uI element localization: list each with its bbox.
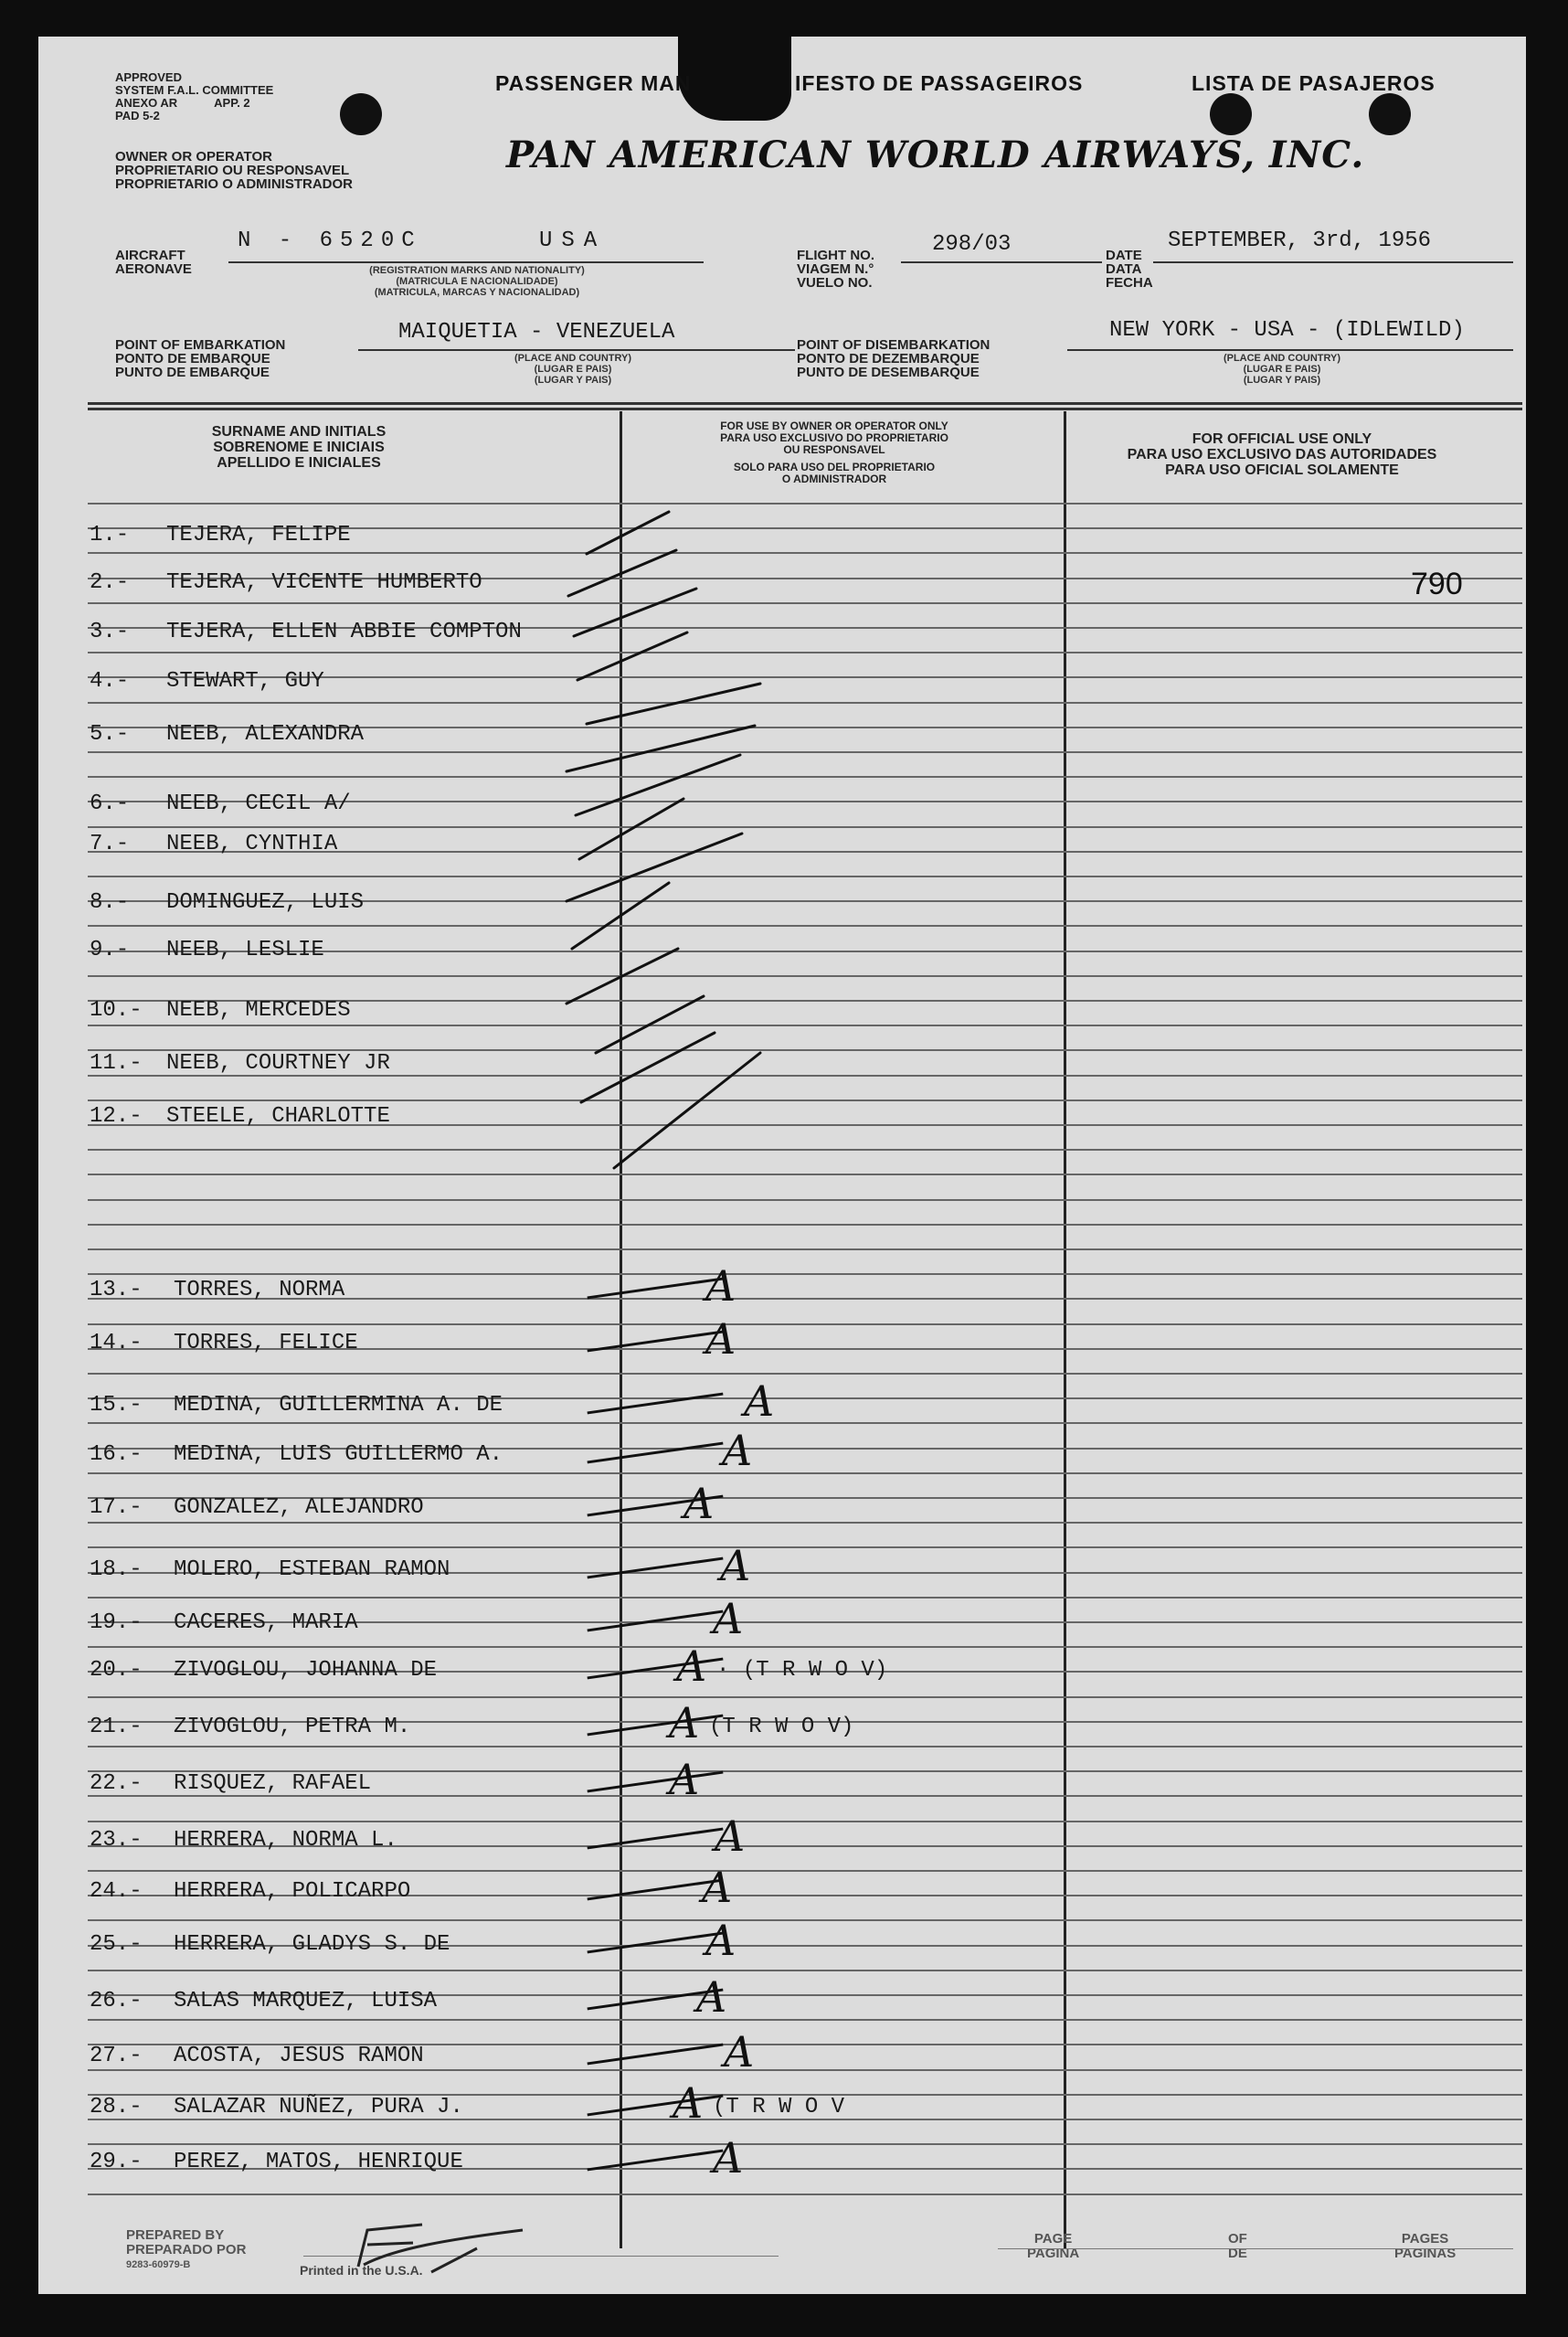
col-head-line: PARA USO OFICIAL SOLAMENTE [1165, 462, 1399, 478]
check-stroke [581, 1033, 715, 1102]
flight-underline [901, 261, 1102, 263]
passenger-number: 9.- [90, 938, 130, 962]
passenger-name: TEJERA, VICENTE HUMBERTO [166, 570, 482, 595]
passenger-name: TORRES, FELICE [174, 1331, 358, 1355]
passenger-number: 28.- [90, 2095, 143, 2119]
col-head-line: SOLO PARA USO DEL PROPRIETARIO [733, 461, 936, 473]
header-rule [88, 402, 1522, 405]
page-underline [998, 2248, 1513, 2249]
approved-line: ANEXO AR APP. 2 [115, 96, 250, 110]
check-mark: A [713, 1594, 744, 1643]
passenger-number: 3.- [90, 620, 130, 644]
passenger-name: TEJERA, FELIPE [166, 523, 351, 547]
passenger-number: 14.- [90, 1331, 143, 1355]
check-mark: A [715, 1811, 746, 1861]
flight-labels [797, 249, 874, 290]
passenger-name: PEREZ, MATOS, HENRIQUE [174, 2150, 463, 2174]
check-mark: A [669, 1755, 700, 1804]
passenger-number: 20.- [90, 1658, 143, 1683]
disembark-label: POINT OF DISEMBARKATION [797, 337, 991, 353]
check-mark: A [696, 1972, 727, 2022]
col-head-line: APELLIDO E INICIALES [217, 455, 381, 471]
passenger-name: CACERES, MARIA [174, 1610, 358, 1635]
flight-label: VIAGEM N.° [797, 261, 874, 277]
passenger-number: 8.- [90, 890, 130, 915]
row-rule [88, 1373, 1522, 1375]
pages-line: PAGINAS [1394, 2246, 1457, 2261]
row-rule [88, 1970, 1522, 1971]
passenger-name: TEJERA, ELLEN ABBIE COMPTON [166, 620, 522, 644]
of-label [1228, 2232, 1247, 2261]
row-rule [88, 1522, 1522, 1524]
check-strokes [550, 448, 842, 1197]
check-dash [588, 1557, 724, 1579]
check-mark: A [722, 1426, 753, 1475]
col-head-line: SURNAME AND INITIALS [211, 424, 387, 440]
passenger-number: 16.- [90, 1442, 143, 1467]
trwov-note: (T R W O V) [709, 1715, 854, 1739]
check-dash [588, 1278, 724, 1300]
passenger-name: NEEB, COURTNEY JR [166, 1051, 390, 1076]
passenger-name: NEEB, CYNTHIA [166, 832, 338, 856]
passenger-number: 13.- [90, 1278, 143, 1302]
title-es: LISTA DE PASAJEROS [1192, 71, 1436, 95]
passenger-name: ACOSTA, JESUS RAMON [174, 2044, 424, 2068]
approved-block [115, 71, 273, 122]
passenger-name: ZIVOGLOU, PETRA M. [174, 1715, 411, 1739]
aircraft-sub-labels [303, 265, 651, 298]
embark-label: PONTO DE EMBARQUE [115, 351, 270, 366]
passenger-number: 6.- [90, 791, 130, 816]
check-stroke [614, 1053, 760, 1168]
passenger-name: RISQUEZ, RAFAEL [174, 1771, 372, 1796]
row-rule [88, 2194, 1522, 2195]
passenger-number: 23.- [90, 1828, 143, 1853]
row-rule [88, 1746, 1522, 1747]
row-rule [88, 2143, 1522, 2145]
aircraft-underline [228, 261, 704, 263]
row-rule [88, 1597, 1522, 1599]
pages-label [1394, 2232, 1456, 2261]
title-pt: IFESTO DE PASSAGEIROS [795, 71, 1084, 95]
col-head-names [148, 424, 450, 471]
date-labels [1106, 249, 1153, 290]
passenger-name: STEELE, CHARLOTTE [166, 1104, 390, 1129]
row-rule [88, 1919, 1522, 1921]
passenger-number: 18.- [90, 1557, 143, 1582]
place-sub: (LUGAR Y PAIS) [1243, 375, 1321, 386]
row-rule [88, 1199, 1522, 1201]
punch-hole [1369, 93, 1411, 135]
owner-label: PROPRIETARIO OU RESPONSAVEL [115, 163, 350, 178]
official-number: 790 [1411, 567, 1463, 601]
disembark-label: PUNTO DE DESEMBARQUE [797, 365, 980, 380]
check-mark: A [744, 1376, 775, 1426]
aircraft-labels [115, 249, 192, 276]
column-divider [1064, 411, 1066, 2248]
row-rule [88, 1546, 1522, 1548]
trwov-note: (T R W O V [713, 2095, 845, 2119]
check-mark: A [713, 2133, 744, 2183]
check-mark: A [669, 1698, 700, 1747]
row-rule [88, 1472, 1522, 1474]
check-mark: A [705, 1314, 736, 1364]
col-head-line: O ADMINISTRADOR [781, 473, 887, 485]
passenger-number: 4.- [90, 669, 130, 694]
passenger-number: 12.- [90, 1104, 143, 1129]
passenger-number: 29.- [90, 2150, 143, 2174]
col-head-line: PARA USO EXCLUSIVO DO PROPRIETARIO [720, 431, 948, 444]
place-sub: (LUGAR E PAIS) [534, 364, 612, 375]
manifest-sheet [38, 37, 1526, 2294]
check-stroke [567, 834, 742, 901]
passenger-number: 2.- [90, 570, 130, 595]
place-sub: (LUGAR Y PAIS) [534, 375, 612, 386]
check-dash [588, 1442, 724, 1464]
check-dash [588, 1393, 724, 1415]
title-en: PASSENGER MAN [495, 71, 692, 95]
place-sub: (PLACE AND COUNTRY) [514, 353, 632, 364]
check-stroke [587, 684, 760, 724]
check-mark: A [720, 1541, 751, 1590]
aircraft-label: AERONAVE [115, 261, 192, 277]
passenger-number: 5.- [90, 722, 130, 747]
row-rule [88, 1273, 1522, 1275]
col-head-official [1076, 431, 1488, 478]
col-head-line: FOR USE BY OWNER OR OPERATOR ONLY [720, 420, 948, 432]
check-stroke [567, 726, 755, 771]
row-rule [88, 2069, 1522, 2071]
flight-label: VUELO NO. [797, 275, 873, 291]
passenger-name: GONZALEZ, ALEJANDRO [174, 1495, 424, 1520]
passenger-number: 7.- [90, 832, 130, 856]
row-rule [88, 1821, 1522, 1822]
approved-line: SYSTEM F.A.L. COMMITTEE [115, 83, 274, 97]
row-rule [88, 1422, 1522, 1424]
embark-labels [115, 338, 285, 379]
check-stroke [587, 512, 669, 554]
check-mark: A [724, 2027, 755, 2077]
row-rule [88, 1248, 1522, 1250]
check-mark: A [673, 2078, 704, 2128]
date-value: SEPTEMBER, 3rd, 1956 [1168, 228, 1432, 253]
pages-line: PAGES [1401, 2231, 1449, 2247]
check-dash [588, 1932, 724, 1954]
row-rule [88, 1646, 1522, 1648]
prepared-line: PREPARED BY [126, 2227, 225, 2243]
passenger-number: 26.- [90, 1989, 143, 2013]
disembark-labels [797, 338, 990, 379]
passenger-name: DOMINGUEZ, LUIS [166, 890, 365, 915]
passenger-name: HERRERA, POLICARPO [174, 1879, 411, 1904]
check-mark: A [702, 1863, 733, 1912]
prepared-by [126, 2228, 246, 2272]
aircraft-sub: (REGISTRATION MARKS AND NATIONALITY) [369, 265, 585, 276]
check-dash [588, 1715, 724, 1737]
aircraft-registration: N - 6520C [238, 228, 422, 253]
flight-number: 298/03 [932, 232, 1012, 257]
place-sub: (LUGAR E PAIS) [1243, 364, 1321, 375]
passenger-name: HERRERA, GLADYS S. DE [174, 1932, 450, 1957]
check-stroke [574, 589, 696, 636]
aircraft-sub: (MATRICULA E NACIONALIDADE) [396, 276, 558, 287]
check-mark: A [705, 1261, 736, 1311]
disembark-label: PONTO DE DEZEMBARQUE [797, 351, 980, 366]
passenger-name: NEEB, LESLIE [166, 938, 324, 962]
row-rule [88, 2019, 1522, 2021]
col-head-line: PARA USO EXCLUSIVO DAS AUTORIDADES [1127, 447, 1437, 462]
passenger-number: 10.- [90, 998, 143, 1023]
passenger-name: SALAS MARQUEZ, LUISA [174, 1989, 438, 2013]
check-stroke [596, 996, 704, 1053]
row-rule [88, 1870, 1522, 1872]
embark-label: POINT OF EMBARKATION [115, 337, 286, 353]
passenger-name: MEDINA, LUIS GUILLERMO A. [174, 1442, 503, 1467]
passenger-name: MOLERO, ESTEBAN RAMON [174, 1557, 450, 1582]
embark-label: PUNTO DE EMBARQUE [115, 365, 270, 380]
page-label [1027, 2232, 1079, 2261]
embark-underline [358, 349, 795, 351]
passenger-name: NEEB, ALEXANDRA [166, 722, 365, 747]
owner-label: OWNER OR OPERATOR [115, 149, 272, 165]
passenger-number: 11.- [90, 1051, 143, 1076]
check-dash [588, 2044, 724, 2066]
col-head-line: SOBRENOME E INICIAIS [213, 440, 385, 455]
date-label: FECHA [1106, 275, 1153, 291]
date-label: DATE [1106, 248, 1142, 263]
disembark-underline [1067, 349, 1513, 351]
check-mark: A [705, 1916, 736, 1965]
check-mark: A [683, 1479, 715, 1528]
passenger-number: 19.- [90, 1610, 143, 1635]
date-underline [1153, 261, 1513, 263]
page-line: PAGE [1033, 2231, 1073, 2247]
passenger-number: 27.- [90, 2044, 143, 2068]
embark-place-sub [468, 353, 678, 386]
check-stroke [567, 949, 678, 1004]
place-sub: (PLACE AND COUNTRY) [1223, 353, 1341, 364]
printed-in-usa: Printed in the U.S.A. [300, 2263, 423, 2278]
aircraft-sub: (MATRICULA, MARCAS Y NACIONALIDAD) [374, 287, 580, 298]
col-head-line: FOR OFFICIAL USE ONLY [1192, 431, 1372, 447]
of-line: DE [1228, 2246, 1247, 2261]
passenger-number: 15.- [90, 1393, 143, 1418]
disembark-place-sub [1177, 353, 1387, 386]
passenger-name: SALAZAR NUÑEZ, PURA J. [174, 2095, 463, 2119]
of-line: OF [1228, 2231, 1247, 2247]
punch-hole [340, 93, 382, 135]
passenger-number: 1.- [90, 523, 130, 547]
embark-value: MAIQUETIA - VENEZUELA [398, 320, 675, 345]
form-number: 9283-60979-B [126, 2259, 191, 2270]
date-label: DATA [1106, 261, 1142, 277]
aircraft-country: USA [539, 228, 607, 253]
header-rule [88, 408, 1522, 410]
owner-labels [115, 150, 353, 191]
page-line: PAGINA [1027, 2246, 1080, 2261]
passenger-number: 25.- [90, 1932, 143, 1957]
passenger-name: NEEB, CECIL A/ [166, 791, 351, 816]
punch-hole [1210, 93, 1252, 135]
approved-line: PAD 5-2 [115, 109, 160, 122]
passenger-number: 17.- [90, 1495, 143, 1520]
owner-name: PAN AMERICAN WORLD AIRWAYS, INC. [506, 133, 1365, 176]
passenger-number: 24.- [90, 1879, 143, 1904]
check-stroke [568, 550, 676, 596]
passenger-name: NEEB, MERCEDES [166, 998, 351, 1023]
passenger-name: TORRES, NORMA [174, 1278, 345, 1302]
check-dash [588, 1771, 724, 1793]
approved-line: APPROVED [115, 70, 182, 84]
torn-corner [678, 33, 791, 121]
passenger-name: HERRERA, NORMA L. [174, 1828, 397, 1853]
col-head-line: OU RESPONSAVEL [783, 443, 885, 456]
aircraft-label: AIRCRAFT [115, 248, 185, 263]
passenger-number: 22.- [90, 1771, 143, 1796]
passenger-name: STEWART, GUY [166, 669, 324, 694]
check-stroke [577, 632, 687, 680]
passenger-number: 21.- [90, 1715, 143, 1739]
prepared-line: PREPARADO POR [126, 2242, 247, 2257]
passenger-name: MEDINA, GUILLERMINA A. DE [174, 1393, 503, 1418]
disembark-value: NEW YORK - USA - (IDLEWILD) [1109, 318, 1465, 343]
owner-label: PROPRIETARIO O ADMINISTRADOR [115, 176, 354, 192]
flight-label: FLIGHT NO. [797, 248, 874, 263]
row-rule [88, 1696, 1522, 1698]
passenger-name: ZIVOGLOU, JOHANNA DE [174, 1658, 438, 1683]
row-rule [88, 1323, 1522, 1325]
row-rule [88, 1224, 1522, 1226]
trwov-note: · (T R W O V) [716, 1658, 888, 1683]
check-mark: A [676, 1641, 707, 1691]
